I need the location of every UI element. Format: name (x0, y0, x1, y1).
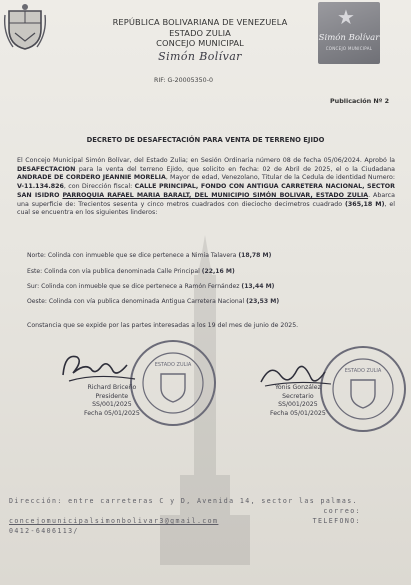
fiscal-address: CALLE PRINCIPAL, FONDO CON ANTIGUA CARRETERA NACIONAL, SECTOR SAN ISIDRO (17, 183, 395, 199)
signer-name: Richard Briceño (87, 384, 137, 391)
rif-number: RIF: G-20005350-0 (154, 77, 213, 84)
email-link[interactable]: concejomunicipalsimonbolivar3@gmail.com (9, 517, 219, 525)
header-council: CONCEJO MUNICIPAL (156, 38, 244, 48)
boundary-north (27, 252, 271, 259)
applicant-name: ANDRADE DE CORDERO JEANNIE MORELIA (17, 174, 166, 182)
boundary-text: Colinda con inmueble que se dice pertenece a Ramón Fernández (39, 283, 242, 290)
svg-text:ESTADO ZULIA: ESTADO ZULIA (344, 368, 382, 374)
municipal-logo (318, 2, 380, 64)
header-state: ESTADO ZULIA (169, 27, 231, 38)
signer-code: SS/001/2025 (278, 401, 318, 409)
boundary-label: Norte: (27, 252, 46, 259)
decree-body (17, 157, 395, 218)
boundary-east (27, 268, 235, 275)
star-icon: ★ (337, 5, 355, 29)
body-bold-1: DESAFECTACION (17, 165, 76, 173)
publication-number: Publicación Nº 2 (330, 97, 390, 105)
footer-address: Dirección: entre carreteras C y D, Avenida 14, sector las palmas. (9, 497, 359, 505)
signer-name: Yonis González (274, 384, 321, 391)
logo-name: Simón Bolívar (318, 33, 380, 43)
signature-block-right (270, 384, 326, 418)
signer-code: SS/001/2025 (92, 401, 132, 409)
id-number: V-11.134.826 (17, 183, 64, 191)
boundary-west (27, 298, 279, 305)
boundary-label: Sur: (27, 283, 40, 290)
boundary-label: Oeste: (27, 298, 47, 305)
header-municipality: Simón Bolívar (158, 49, 242, 63)
phone-label: TELEFONO: (312, 517, 361, 525)
boundary-south (27, 283, 274, 290)
boundary-text: Colinda con vía publica denominada Calle Principal (42, 268, 202, 275)
footer-contact (9, 497, 361, 537)
signer-date: Fecha 05/01/2025 (270, 409, 326, 417)
signature-block-left (84, 384, 140, 418)
boundary-measure: (23,53 M) (246, 298, 280, 305)
letterhead (60, 17, 340, 63)
boundary-measure: (22,16 M) (201, 268, 235, 275)
decree-title: DECRETO DE DESAFECTACIÓN PARA VENTA DE TERRENO EJIDO (86, 136, 325, 144)
header-country: REPÚBLICA BOLIVARIANA DE VENEZUELA (112, 17, 288, 27)
surface-area: (365,18 M) (345, 200, 385, 208)
body-text-6: . Abarca una superficie de: Trecientos sesenta y cinco metros cuadrados con dieciocho decimetros cuadrado (17, 191, 395, 208)
body-text-2: para la venta del terreno Ejido, que solicito en fecha: 02 de Abril de 2025, el o la Ciudadana (75, 165, 395, 173)
body-text-4: , con Dirección fiscal: (63, 183, 135, 191)
body-text-7: , el cual se encuentra en los siguientes linderos: (17, 200, 395, 217)
boundary-measure: (18,78 M) (238, 252, 272, 259)
signer-role: Secretario (282, 392, 314, 400)
coat-of-arms-icon (3, 3, 47, 51)
signer-date: Fecha 05/01/2025 (84, 409, 140, 417)
logo-subtitle: CONCEJO MUNICIPAL (325, 46, 373, 51)
boundary-text: Colinda con inmueble que se dice pertenece a Nimia Talavera (45, 252, 239, 259)
constancia-statement: Constancia que se expide por las partes interesadas a los 19 del mes de junio de 2025. (27, 322, 299, 329)
body-text-3: , Mayor de edad, Venezolano, Titular de la Cedula de identidad Numero: (165, 174, 396, 182)
boundary-label: Este: (27, 268, 43, 275)
email-label: correo: (323, 507, 361, 515)
svg-text:ESTADO ZULIA: ESTADO ZULIA (154, 362, 192, 368)
boundary-measure: (13,44 M) (241, 283, 275, 290)
parish-municipality: PARROQUIA RAFAEL MARIA BARALT, DEL MUNICIPIO SIMÓN BOLIVAR, ESTADO ZULIA (62, 191, 369, 199)
phone-number: 0412-6406113/ (9, 527, 79, 535)
boundary-text: Colinda con vía publica denominada Antigua Carretera Nacional (46, 298, 247, 305)
body-text-1: El Concejo Municipal Simón Bolívar, del Estado Zulia; en Sesión Ordinaria número 08 de fecha 05/06/2024. Aprobó la (17, 157, 395, 164)
signer-role: Presidente (95, 392, 129, 400)
